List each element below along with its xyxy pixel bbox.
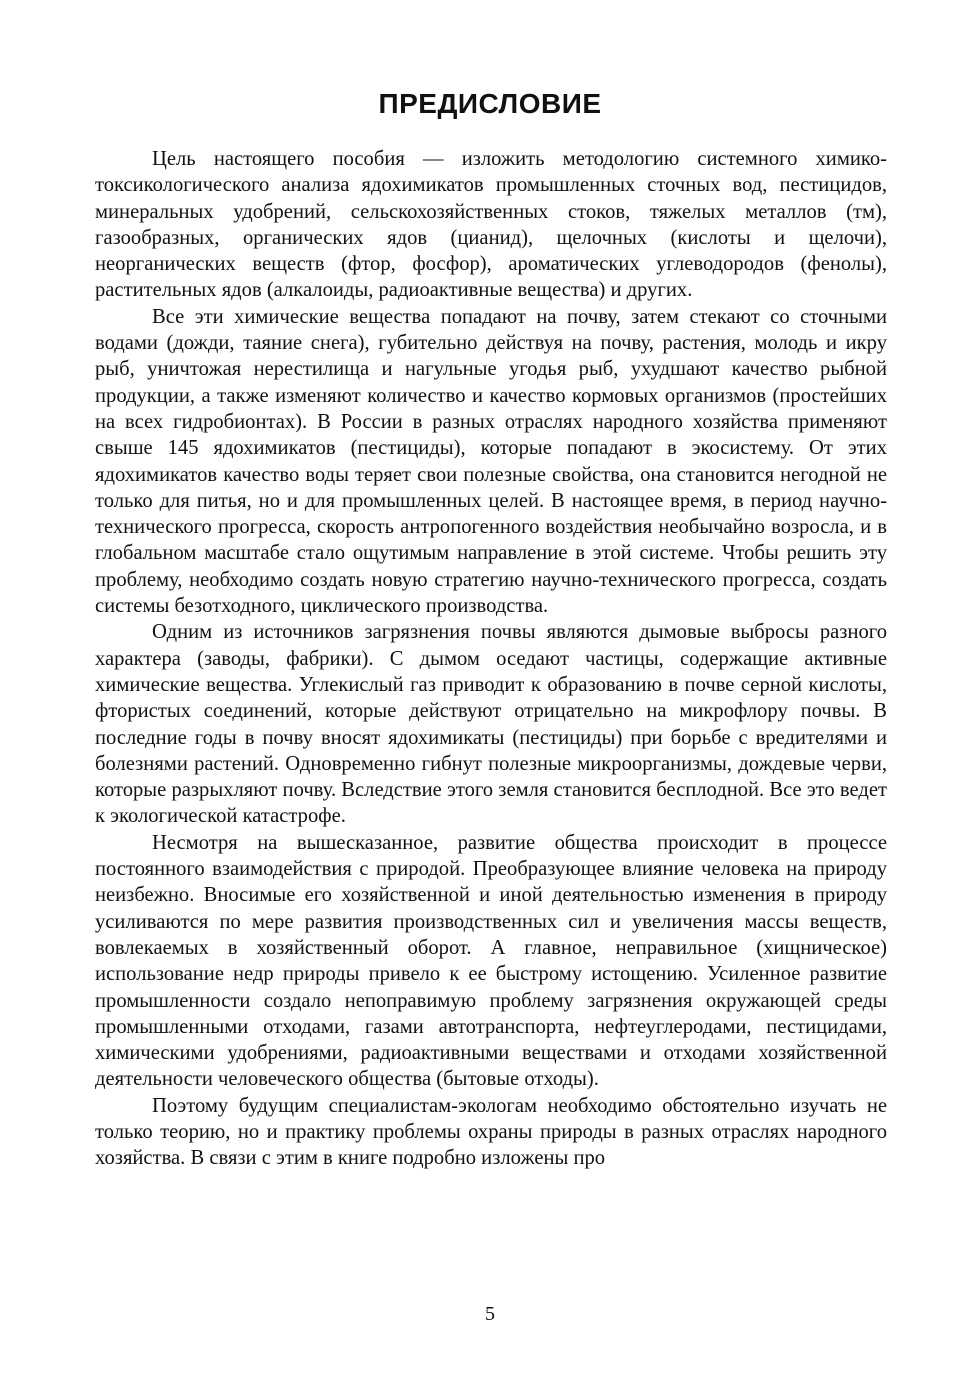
page-title: ПРЕДИСЛОВИЕ [378,88,602,119]
paragraph-2: Все эти химические вещества попадают на почву, затем стекают со сточными водами (дожди, таяние снега), губительно действуя на почву, растения, молодь и икру рыб, уничтожая нерестилища и нагульные угодья рыб, ухудшают качество рыбной продукции, а также изменяют количество и качество кормовых организмов (простейших на всех гидробионтах). В России в разных отраслях народного хозяйства применяют свыше 145 ядохимикатов (пестициды), которые попадают в экосистему. От этих ядохимикатов качество воды теряет свои полезные свойства, она становится негодной не только для питья, но и для промышленных целей. В настоящее время, в период научно-технического прогресса, скорость антропогенного воздействия необычайно возросла, и в глобальном масштабе стало ощутимым направление в этой системе. Чтобы решить эту проблему, необходимо создать новую стратегию научно-технического прогресса, создать системы безотходного, циклического производства. [95,305,887,618]
paragraph-5: Поэтому будущим специалистам-экологам необходимо обстоятельно изучать не только теорию, но и практику проблемы охраны природы в разных отраслях народного хозяйства. В связи с этим в книге подробно изложены про [95,1094,887,1170]
page-number: 5 [485,1303,495,1325]
body-text [95,146,887,1172]
paragraph-1: Цель настоящего пособия — изложить методологию системного химико-токсикологического анализа ядохимикатов промышленных сточных вод, пестицидов, минеральных удобрений, сельскохозяйственных стоков, тяжелых металлов (тм), газообразных, органических ядов (цианид), щелочных (кислоты и щелочи), неорганических веществ (фтор, фосфор), ароматических углеводородов (фенолы), растительных ядов (алкалоиды, радиоактивные вещества) и других. [95,148,887,302]
paragraph-3: Одним из источников загрязнения почвы являются дымовые выбросы разного характера (заводы, фабрики). С дымом оседают частицы, содержащие активные химические вещества. Углекислый газ приводит к образованию в почве серной кислоты, фтористых соединений, которые действуют отрицательно на микрофлору почвы. В последние годы в почву вносят ядохимикаты (пестициды) при борьбе с вредителями и болезнями растений. Одновременно гибнут полезные микроорганизмы, дождевые черви, которые разрыхляют почву. Вследствие этого земля становится бесплодной. Все это ведет к экологической катастрофе. [95,621,887,828]
paragraph-4: Несмотря на вышесказанное, развитие общества происходит в процессе постоянного взаимодействия с природой. Преобразующее влияние человека на природу неизбежно. Вносимые его хозяйственной и иной деятельностью изменения в природу усиливаются по мере развития производственных сил и увеличения массы веществ, вовлекаемых в хозяйственный оборот. А главное, неправильное (хищническое) использование недр природы привело к ее быстрому истощению. Усиленное развитие промышленности создало непоправимую проблему загрязнения окружающей среды промышленными отходами, газами автотранспорта, нефтеуглеродами, пестицидами, химическими удобрениями, радиоактивными веществами и отходами хозяйственной деятельности человеческого общества (бытовые отходы). [95,831,887,1091]
